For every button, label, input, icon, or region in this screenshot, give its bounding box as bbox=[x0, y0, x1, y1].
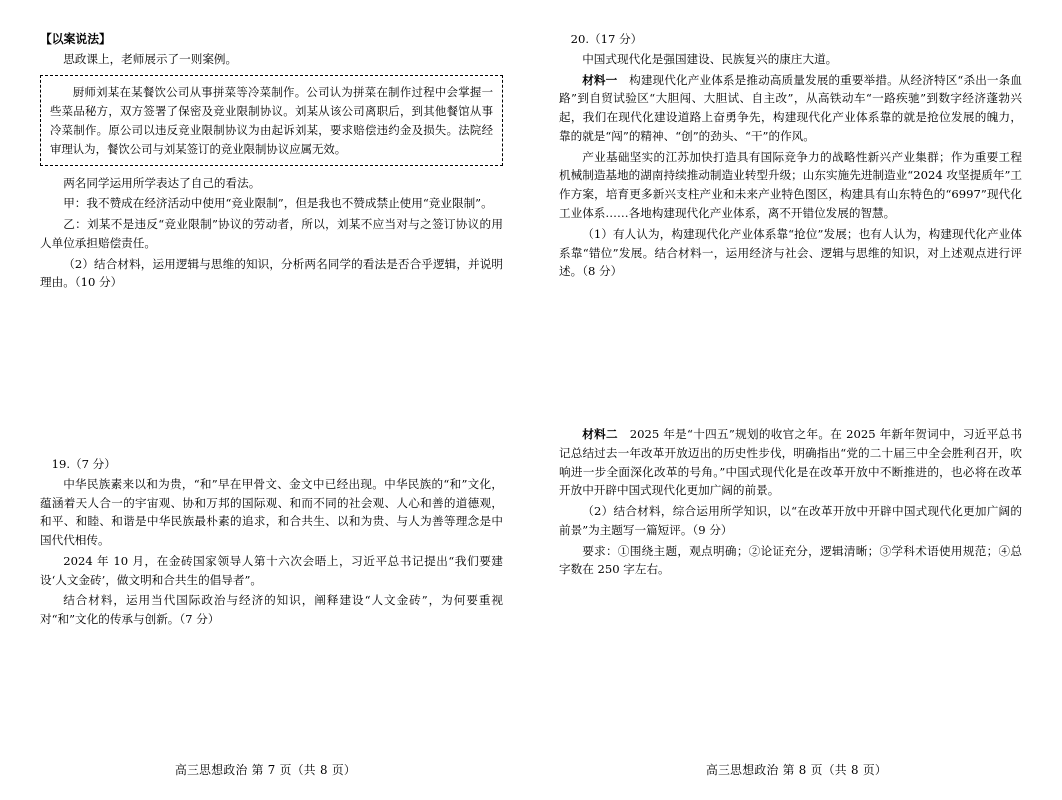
material-1-paragraph-1: 构建现代化产业体系是推动高质量发展的重要举措。从经济特区“杀出一条血路”到自贸试验区“大胆闯、大胆试、自主改”，从高铁动车“一路疾驰”到数字经济蓬勃兴起，我们在现代化建设道路上奋勇争先，构建现代化产业体系靠的就是抢位发展的魄力，靠的就是“闯”的精神、“创”的劲头、“干”的作风。 bbox=[559, 72, 1022, 143]
material-1-label: 材料一 bbox=[582, 72, 618, 87]
student-view-yi: 乙：刘某不是违反“竞业限制”协议的劳动者，所以，刘某不应当对与之签订协议的用人单位承担赔偿责任。 bbox=[40, 217, 503, 250]
page-right bbox=[531, 0, 1062, 800]
question-19-paragraph-2: 2024 年 10 月，在金砖国家领导人第十六次会晤上，习近平总书记提出“我们要建设‘人文金砖’，做文明和合共生的倡导者”。 bbox=[40, 553, 503, 587]
page-right-content bbox=[559, 30, 1022, 745]
case-study-heading: 【以案说法】 bbox=[40, 32, 111, 46]
question-19-paragraph-1: 中华民族素来以和为贵，“和”早在甲骨文、金文中已经出现。中华民族的“和”文化，蕴涵着天人合一的宇宙观、协和万邦的国际观、和而不同的社会观、人心和善的道德观，和平、和睦、和谐是中华民族最朴素的追求，和合共生、以和为贵、与人为善等理念是中国代代相传。 bbox=[40, 476, 503, 548]
material-2 bbox=[559, 425, 1022, 500]
material-2-block bbox=[559, 425, 1022, 581]
page-left-content bbox=[40, 30, 503, 745]
page-left-footer: 高三思想政治 第 7 页（共 8 页） bbox=[174, 763, 357, 777]
page-right-footer: 高三思想政治 第 8 页（共 8 页） bbox=[705, 763, 888, 777]
question-20-2: （2）结合材料，综合运用所学知识，以“在改革开放中开辟中国式现代化更加广阔的前景”为主题写一篇短评。（9 分） bbox=[559, 504, 1022, 537]
question-19-block bbox=[40, 455, 503, 631]
student-view-jia: 甲：我不赞成在经济活动中使用“竞业限制”，但是我也不赞成禁止使用“竞业限制”。 bbox=[63, 196, 493, 211]
question-19-paragraph-3: 结合材料，运用当代国际政治与经济的知识，阐释建设“人文金砖”，为何要重视对“和”文化的传承与创新。（7 分） bbox=[40, 593, 503, 627]
question-20-lead: 中国式现代化是强国建设、民族复兴的康庄大道。 bbox=[582, 51, 838, 66]
question-20-2-requirements: 要求：①围绕主题，观点明确；②论证充分，逻辑清晰；③学科术语使用规范；④总字数在 250 字左右。 bbox=[559, 543, 1022, 577]
material-2-label: 材料二 bbox=[582, 427, 618, 441]
question-20-number: 20.（17 分） bbox=[570, 32, 643, 46]
case-after-text: 两名同学运用所学表达了自己的看法。 bbox=[63, 175, 261, 190]
question-20-1: （1）有人认为，构建现代化产业体系靠“抢位”发展；也有人认为，构建现代化产业体系靠“错位”发展。结合材料一，运用经济与社会、逻辑与思维的知识，对上述观点进行评述。（8 分） bbox=[559, 226, 1022, 279]
case-study-intro: 思政课上，老师展示了一则案例。 bbox=[63, 52, 238, 67]
case-text-box bbox=[40, 75, 503, 166]
material-1 bbox=[559, 71, 1022, 146]
question-19-number: 19.（7 分） bbox=[51, 457, 116, 471]
material-1-paragraph-2: 产业基础坚实的江苏加快打造具有国际竞争力的战略性新兴产业集群；作为重要工程机械制造基地的湖南持续推动制造业转型升级；山东实施先进制造业“2024 攻坚提质年”工作方案，培育更多新兴支柱产业和未来产业特色图区，构建具有山东特色的“6997”现代化工业体系……各地构建现代化产业体系，离不开错位发展的智慧。 bbox=[559, 149, 1022, 221]
material-2-paragraph-1: 2025 年是“十四五”规划的收官之年。在 2025 年新年贺词中，习近平总书记总结过去一年改革开放迈出的历史性步伐，明确指出“党的二十届三中全会胜利召开，吹响进一步全面深化改革的号角。”中国式现代化是在改革开放中不断推进的，也必将在改革开放中开辟中国式现代化更加广阔的前景。 bbox=[559, 427, 1022, 498]
question-18-2: （2）结合材料，运用逻辑与思维的知识，分析两名同学的看法是否合乎逻辑，并说明理由。（10 分） bbox=[40, 256, 503, 290]
case-text-paragraph: 厨师刘某在某餐饮公司从事拼菜等冷菜制作。公司认为拼菜在制作过程中会掌握一些菜品秘方，双方签署了保密及竞业限制协议。刘某从该公司离职后，到其他餐馆从事冷菜制作。原公司以违反竞业限制协议为由起诉刘某，要求赔偿违约金及损失。法院经审理认为，餐饮公司与刘某签订的竞业限制协议应属无效。 bbox=[50, 84, 493, 156]
